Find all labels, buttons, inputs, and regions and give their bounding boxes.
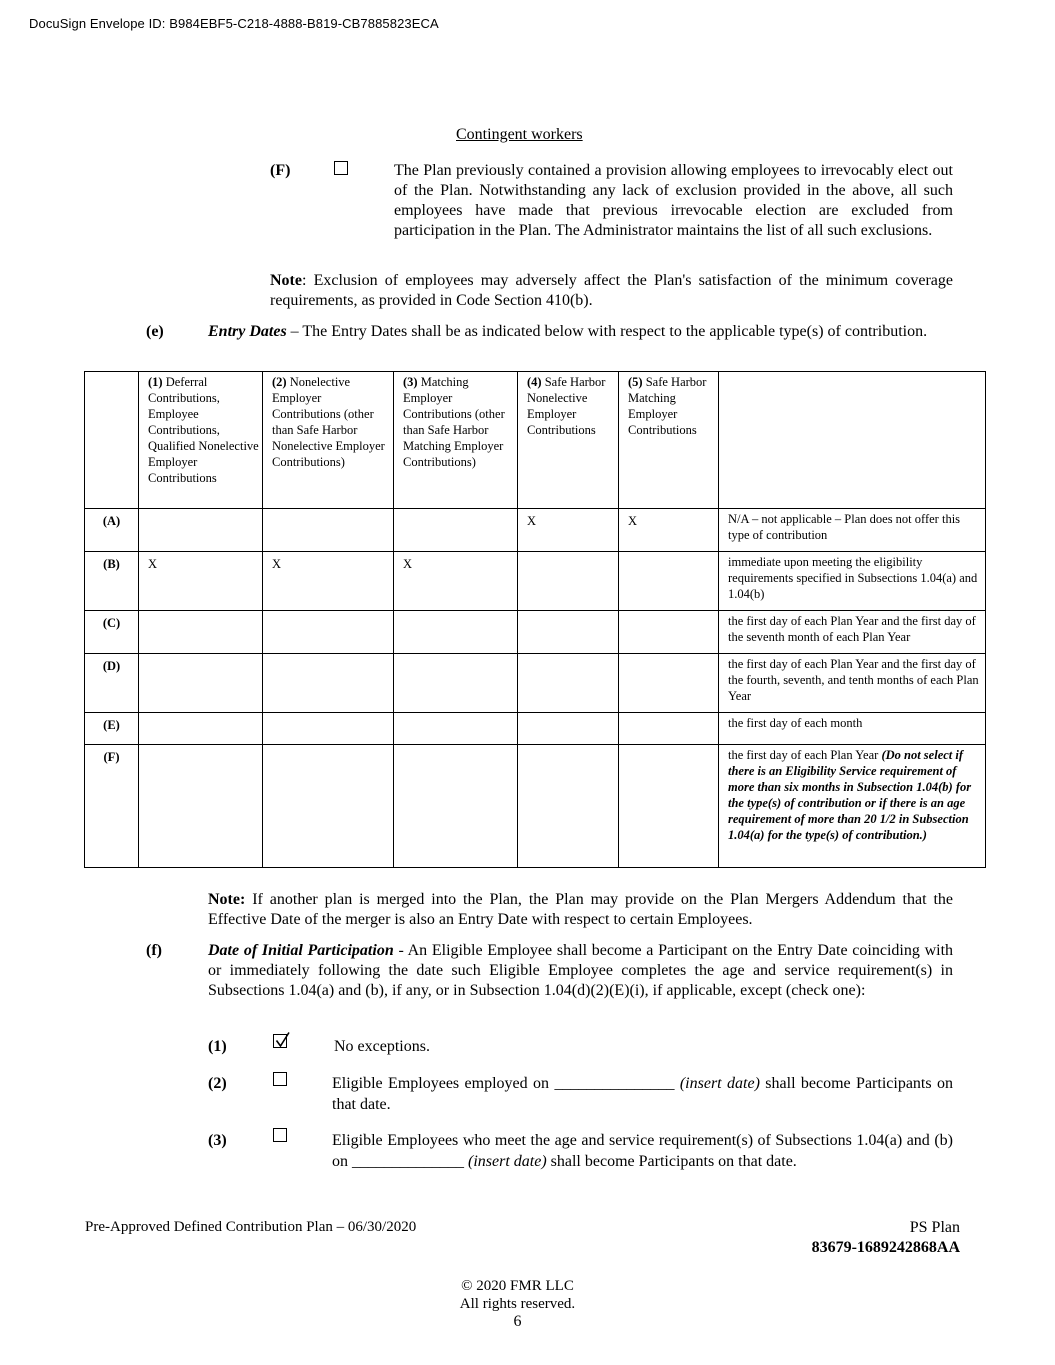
row-description: the first day of each Plan Year and the first day of the fourth, seventh, and tenth months of each Plan Year bbox=[719, 654, 986, 713]
cell-col-2[interactable] bbox=[263, 654, 394, 713]
cell-col-4[interactable] bbox=[518, 654, 619, 713]
footer-rights: All rights reserved. bbox=[459, 1296, 576, 1312]
cell-col-4[interactable] bbox=[518, 552, 619, 611]
row-label: (B) bbox=[85, 552, 139, 611]
checkmark-icon bbox=[273, 1030, 293, 1050]
entry-dates-title: Entry Dates bbox=[208, 323, 287, 340]
page-number: 6 bbox=[513, 1313, 522, 1330]
cell-col-1[interactable] bbox=[139, 611, 263, 654]
item-f-label: (F) bbox=[270, 162, 291, 179]
footer-copyright: © 2020 FMR LLC bbox=[461, 1278, 574, 1294]
cell-col-3[interactable] bbox=[394, 509, 518, 552]
header-col-5: (5) Safe Harbor Matching Employer Contributions bbox=[619, 372, 719, 509]
cell-col-5[interactable] bbox=[619, 552, 719, 611]
table-header-row bbox=[85, 372, 986, 509]
initial-participation-title: Date of Initial Participation bbox=[208, 942, 394, 959]
cell-col-2[interactable] bbox=[263, 611, 394, 654]
cell-col-1[interactable] bbox=[139, 745, 263, 868]
row-label: (A) bbox=[85, 509, 139, 552]
row-description: N/A – not applicable – Plan does not offer this type of contribution bbox=[719, 509, 986, 552]
footer-ps-plan: PS Plan bbox=[909, 1219, 960, 1236]
table-row bbox=[85, 552, 986, 611]
header-col-3: (3) Matching Employer Contributions (other than Safe Harbor Matching Employer Contributions) bbox=[394, 372, 518, 509]
cell-col-5[interactable] bbox=[619, 654, 719, 713]
cell-col-3[interactable] bbox=[394, 713, 518, 745]
option-2-checkbox[interactable] bbox=[273, 1072, 287, 1086]
cell-col-1[interactable]: X bbox=[139, 552, 263, 611]
row-description: the first day of each Plan Year and the first day of the seventh month of each Plan Year bbox=[719, 611, 986, 654]
note-label: Note: bbox=[208, 891, 246, 908]
initial-participation-description: - An Eligible Employee shall become a Participant on the Entry Date coinciding with or immediately following the date such Eligible Employee completes the age and service requirement(s) in Subsections 1.04(a) and (b), if any, or in Subsection 1.04(d)(2)(E)(i), if applicable, except (check one): bbox=[208, 942, 954, 999]
section-e-text bbox=[208, 322, 953, 342]
contingent-workers-label: Contingent workers bbox=[456, 126, 583, 143]
footer-plan-number: 83679-1689242868AA bbox=[811, 1239, 960, 1256]
cell-col-4[interactable]: X bbox=[518, 509, 619, 552]
cell-col-1[interactable] bbox=[139, 509, 263, 552]
row-label: (C) bbox=[85, 611, 139, 654]
header-empty-cell bbox=[85, 372, 139, 509]
header-col-1: (1) Deferral Contributions, Employee Contributions, Qualified Nonelective Employer Contributions bbox=[139, 372, 263, 509]
option-1-checkbox[interactable] bbox=[273, 1034, 287, 1048]
cell-col-2[interactable] bbox=[263, 713, 394, 745]
note-text: If another plan is merged into the Plan, the Plan may provide on the Plan Mergers Addendum that the Effective Date of the merger is also an Entry Date with respect to certain Employees. bbox=[208, 891, 953, 928]
cell-col-1[interactable] bbox=[139, 713, 263, 745]
row-description: the first day of each month bbox=[719, 713, 986, 745]
cell-col-5[interactable] bbox=[619, 713, 719, 745]
table-row bbox=[85, 713, 986, 745]
section-f-text bbox=[208, 941, 953, 1001]
table-row bbox=[85, 509, 986, 552]
cell-col-3[interactable]: X bbox=[394, 552, 518, 611]
option-3-text: Eligible Employees who meet the age and service requirement(s) of Subsections 1.04(a) and (b) on ______________ (insert date) shall become Participants on that date. bbox=[332, 1132, 953, 1170]
cell-col-2[interactable]: X bbox=[263, 552, 394, 611]
cell-col-1[interactable] bbox=[139, 654, 263, 713]
table-row bbox=[85, 745, 986, 868]
row-label: (F) bbox=[85, 745, 139, 868]
cell-col-4[interactable] bbox=[518, 713, 619, 745]
row-f-caution: (Do not select if there is an Eligibility Service requirement of more than six months in Subsection 1.04(b) for the type(s) of contribution or if there is an age requirement of more than 20 1/2 in Subsection 1.04(a) for the type(s) of contribution.) bbox=[728, 748, 972, 842]
row-description: the first day of each Plan Year (Do not select if there is an Eligibility Service requirement of more than six months in Subsection 1.04(b) for the type(s) of contribution or if there is an age requirement of more than 20 1/2 in Subsection 1.04(a) for the type(s) of contribution.) bbox=[719, 745, 986, 868]
option-1-label: (1) bbox=[208, 1038, 227, 1055]
row-label: (E) bbox=[85, 713, 139, 745]
cell-col-3[interactable] bbox=[394, 611, 518, 654]
option-3-label: (3) bbox=[208, 1132, 227, 1149]
cell-col-3[interactable] bbox=[394, 745, 518, 868]
header-desc-cell bbox=[719, 372, 986, 509]
note-text: : Exclusion of employees may adversely affect the Plan's satisfaction of the minimum coverage requirements, as provided in Code Section 410(b). bbox=[270, 272, 953, 309]
header-col-2: (2) Nonelective Employer Contributions (other than Safe Harbor Nonelective Employer Contributions) bbox=[263, 372, 394, 509]
header-col-4: (4) Safe Harbor Nonelective Employer Contributions bbox=[518, 372, 619, 509]
option-3-checkbox[interactable] bbox=[273, 1128, 287, 1142]
entry-dates-table bbox=[84, 371, 986, 868]
item-f-checkbox[interactable] bbox=[334, 161, 348, 175]
section-f-label: (f) bbox=[146, 942, 162, 959]
cell-col-2[interactable] bbox=[263, 745, 394, 868]
table-row bbox=[85, 654, 986, 713]
entry-dates-description: – The Entry Dates shall be as indicated below with respect to the applicable type(s) of contribution. bbox=[286, 323, 928, 340]
row-description: immediate upon meeting the eligibility requirements specified in Subsections 1.04(a) and 1.04(b) bbox=[719, 552, 986, 611]
item-f-text: The Plan previously contained a provision allowing employees to irrevocably elect out of the Plan. Notwithstanding any lack of exclusion provided in the above, all such employees have made that previous irrevocable election are excluded from participation in the Plan. The Administrator maintains the list of all such exclusions. bbox=[394, 162, 953, 239]
cell-col-2[interactable] bbox=[263, 509, 394, 552]
merger-note bbox=[208, 890, 953, 930]
docusign-envelope-id: DocuSign Envelope ID: B984EBF5-C218-4888-B819-CB7885823ECA bbox=[29, 16, 439, 31]
cell-col-5[interactable] bbox=[619, 611, 719, 654]
option-1-text: No exceptions. bbox=[334, 1038, 430, 1055]
exclusion-note bbox=[270, 271, 953, 311]
note-label: Note bbox=[270, 272, 302, 289]
cell-col-5[interactable]: X bbox=[619, 509, 719, 552]
cell-col-5[interactable] bbox=[619, 745, 719, 868]
table-row bbox=[85, 611, 986, 654]
cell-col-4[interactable] bbox=[518, 745, 619, 868]
row-label: (D) bbox=[85, 654, 139, 713]
option-2-text: Eligible Employees employed on _______________ (insert date) shall become Participants on that date. bbox=[332, 1075, 953, 1113]
section-e-label: (e) bbox=[146, 323, 164, 340]
cell-col-3[interactable] bbox=[394, 654, 518, 713]
cell-col-4[interactable] bbox=[518, 611, 619, 654]
option-2-label: (2) bbox=[208, 1075, 227, 1092]
footer-plan-name: Pre-Approved Defined Contribution Plan – 06/30/2020 bbox=[85, 1219, 417, 1235]
